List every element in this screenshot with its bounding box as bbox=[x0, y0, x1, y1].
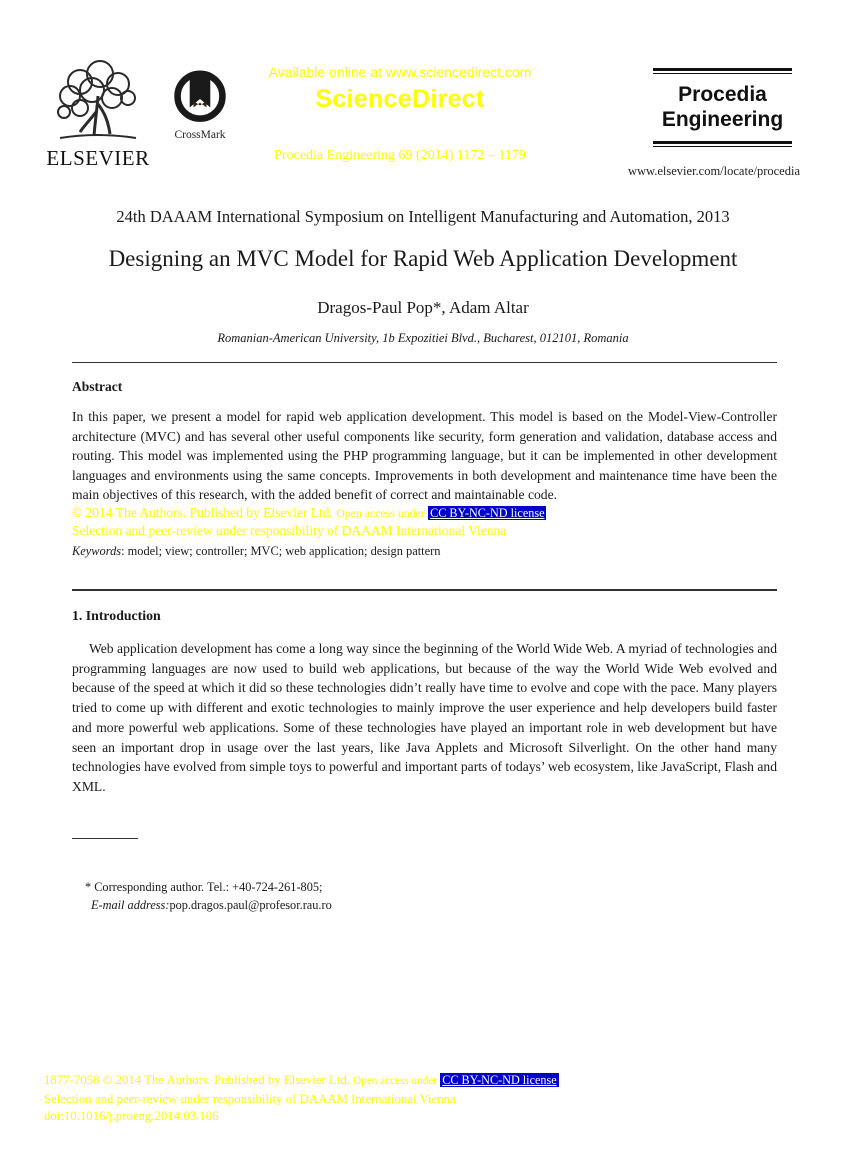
authors-line: Dragos-Paul Pop*, Adam Altar bbox=[317, 298, 529, 317]
sciencedirect-wordmark[interactable]: ScienceDirect bbox=[315, 85, 485, 113]
journal-name bbox=[653, 74, 792, 141]
selection-line: Selection and peer-review under responsibility of DAAAM International Vienna bbox=[72, 523, 507, 538]
copyright-block bbox=[72, 504, 777, 540]
journal-url: www.elsevier.com/locate/procedia bbox=[627, 164, 801, 178]
journal-name-line2: Engineering bbox=[661, 108, 784, 131]
open-access-text: Open access under bbox=[336, 506, 425, 520]
abstract-text: In this paper, we present a model for rapid web application development. This model is based on the Model-View-Controller architecture (MVC) and has several other useful components like security, form generation and validation, database access and routing. This model was implemented using the PHP programming language, but it can be implemented in other development languages and environments using the same concepts. Improvements in both development and maintenance time have been the main objectives of this research, with the added benefit of correct and maintainable code. bbox=[72, 409, 777, 503]
email-address[interactable]: pop.dragos.paul@profesor.rau.ro bbox=[169, 898, 332, 912]
page-footer bbox=[44, 1072, 804, 1126]
crossmark-icon bbox=[162, 70, 238, 128]
corresponding-author-line: * Corresponding author. Tel.: +40-724-261-805; bbox=[85, 880, 323, 894]
copyright-line bbox=[72, 504, 777, 522]
section-1-paragraph: Web application development has come a long way since the beginning of the World Wide Web. A myriad of technologies and programming languages are now used to build web applications, but because of the way the World Wide Web evolved and because of the speed at which it did so these technologies didn’t really have time to evolve and cope with the pace. Many players tried to come up with different and exotic technologies to mainly improve the user experience and help developers build faster and more powerful web applications. Some of these technologies have played an important role in web development but have seen an important drop in usage over the last years, like Java Applets and Microsoft Silverlight. On the other hand many technologies have evolved from simple toys to powerful and important parts of todays’ web ecosystem, like JavaScript, Flash and XML. bbox=[72, 641, 777, 794]
journal-name-line1: Procedia bbox=[678, 83, 767, 106]
footnote-block bbox=[85, 878, 645, 914]
email-label: E-mail address: bbox=[91, 898, 170, 912]
abstract-heading: Abstract bbox=[72, 379, 123, 394]
affiliation-line: Romanian-American University, 1b Expozitiei Blvd., Bucharest, 012101, Romania bbox=[217, 331, 629, 345]
elsevier-logo bbox=[44, 60, 152, 171]
footer-issn-copyright: 1877-7058 © 2014 The Authors. Published by Elsevier Ltd. bbox=[44, 1073, 350, 1087]
keywords-text: : model; view; controller; MVC; web application; design pattern bbox=[121, 544, 441, 558]
crossmark-label: CrossMark bbox=[174, 129, 226, 141]
journal-citation: Procedia Engineering 69 (2014) 1172 – 1179 bbox=[274, 148, 526, 163]
available-online-text[interactable]: Available online at www.sciencedirect.com bbox=[268, 64, 532, 80]
footnote-rule bbox=[72, 838, 138, 839]
keywords-bottom-rule bbox=[72, 589, 777, 591]
elsevier-tree-icon bbox=[44, 60, 152, 146]
keywords-line bbox=[72, 544, 777, 559]
footer-copyright-line bbox=[44, 1072, 804, 1091]
masthead-bottom-rule bbox=[653, 141, 792, 147]
paper-title: Designing an MVC Model for Rapid Web Application Development bbox=[108, 246, 738, 271]
keywords-label: Keywords bbox=[72, 544, 122, 558]
section-1-heading: 1. Introduction bbox=[72, 608, 161, 623]
email-line bbox=[85, 896, 645, 914]
footer-cc-license-link[interactable]: CC BY-NC-ND license bbox=[442, 1073, 557, 1087]
footer-selection-line: Selection and peer-review under responsibility of DAAAM International Vienna bbox=[44, 1091, 456, 1106]
abstract-top-rule bbox=[72, 362, 777, 363]
crossmark-logo[interactable] bbox=[162, 70, 238, 141]
footer-doi: doi:10.1016/j.proeng.2014.03.106 bbox=[44, 1109, 219, 1123]
footer-open-access-text: Open access under bbox=[353, 1075, 438, 1087]
copyright-text: © 2014 The Authors. Published by Elsevier Ltd. bbox=[72, 505, 333, 520]
elsevier-wordmark: ELSEVIER bbox=[46, 146, 150, 170]
sciencedirect-header bbox=[240, 64, 560, 114]
journal-masthead bbox=[653, 68, 792, 147]
conference-title: 24th DAAAM International Symposium on Intelligent Manufacturing and Automation, 2013 bbox=[116, 207, 730, 226]
cc-license-link[interactable]: CC BY-NC-ND license bbox=[430, 506, 545, 520]
